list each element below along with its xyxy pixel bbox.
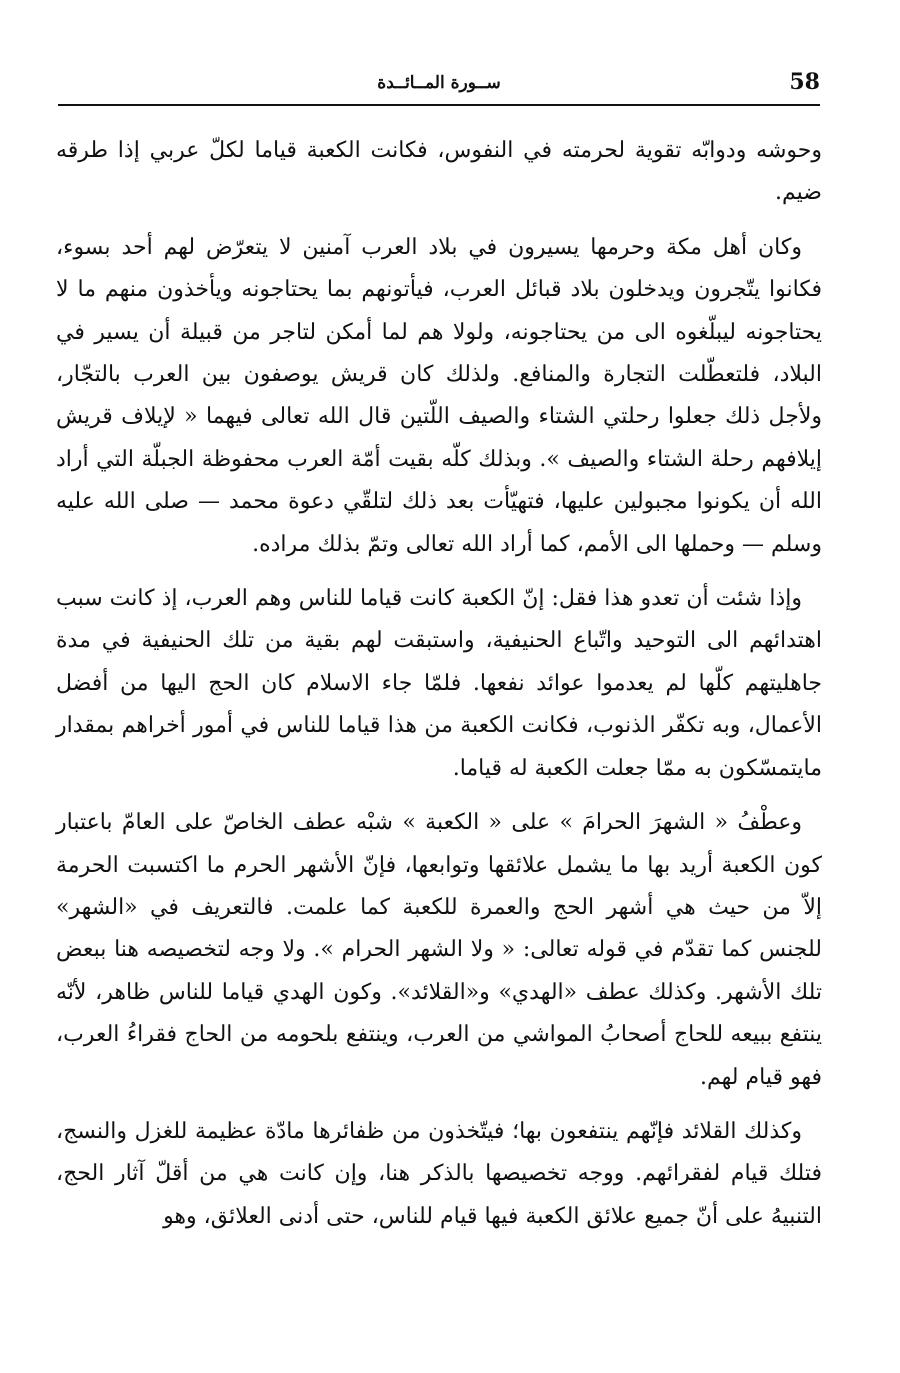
paragraph: وإذا شئت أن تعدو هذا فقل: إنّ الكعبة كانت قياما للناس وهم العرب، إذ كانت سبب اهتدائهم الى التوحيد واتّباع الحنيفية، واستبقت لهم بقية من تلك الحنيفية في مدة جاهليتهم كلّها لم يعدموا عوائد نفعها. فلمّا جاء الاسلام كان الحج اليها من أفضل الأعمال، وبه تكفّر الذنوب، فكانت الكعبة من هذا قياما للناس في أمور أخراهم بمقدار مايتمسّكون به ممّا جعلت الكعبة له قياما. (56, 586, 823, 781)
paragraph: وكان أهل مكة وحرمها يسيرون في بلاد العرب آمنين لا يتعرّض لهم أحد بسوء، فكانوا يتّجرون ويدخلون بلاد قبائل العرب، فيأتونهم بما يحتاجونه ويأخذون منهم ما لا يحتاجونه ليبلّغوه الى من يحتاجونه، ولولا هم لما أمكن لتاجر من قبيلة أن يسير في البلاد، فلتعطّلت التجارة والمنافع. ولذلك كان قريش يوصفون بين العرب بالتجّار، ولأجل ذلك جعلوا رحلتي الشتاء والصيف اللّتين قال الله تعالى فيهما « لإيلاف قريش إيلافهم رحلة الشتاء والصيف ». وبذلك كلّه بقيت أمّة العرب محفوظة الجبلّة التي أراد الله أن يكونوا مجبولين عليها، فتهيّأت بعد ذلك لتلقّي دعوة محمد — صلى الله عليه وسلم — وحملها الى الأمم، كما أراد الله تعالى وتمّ بذلك مراده. (56, 234, 822, 557)
body-text (56, 130, 822, 1238)
page-number: 58 (789, 69, 820, 95)
running-title: ســورة المــائــدة (377, 73, 501, 93)
header-rule (58, 104, 820, 106)
page-header (58, 66, 820, 104)
paragraph: وكذلك القلائد فإنّهم ينتفعون بها؛ فيتّخذون من ظفائرها مادّة عظيمة للغزل والنسج، فتلك قيام لفقرائهم. ووجه تخصيصها بالذكر هنا، وإن كانت هي من أقلّ آثار الحج، التنبيهُ على أنّ جميع علائق الكعبة فيها قيام للناس، حتى أدنى العلائق، وهو (56, 1118, 822, 1229)
paragraph: وعطْفُ « الشهرَ الحرامَ » على « الكعبة » شبْه عطف الخاصّ على العامّ باعتبار كون الكعبة أريد بها ما يشمل علائقها وتوابعها، فإنّ الأشهر الحرم ما اكتسبت الحرمة إلاّ من حيث هي أشهر الحج والعمرة للكعبة كما علمت. فالتعريف في «الشهر» للجنس كما تقدّم في قوله تعالى: « ولا الشهر الحرام ». ولا وجه لتخصيصه هنا ببعض تلك الأشهر. وكذلك عطف «الهدي» و«القلائد». وكون الهدي قياما للناس ظاهر، لأنّه ينتفع ببيعه للحاج أصحابُ المواشي من العرب، وينتفع بلحومه من الحاج فقراءُ العرب، فهو قيام لهم. (56, 810, 822, 1090)
paragraph: وحوشه ودوابّه تقوية لحرمته في النفوس، فكانت الكعبة قياما لكلّ عربي إذا طرقه ضيم. (56, 138, 822, 206)
